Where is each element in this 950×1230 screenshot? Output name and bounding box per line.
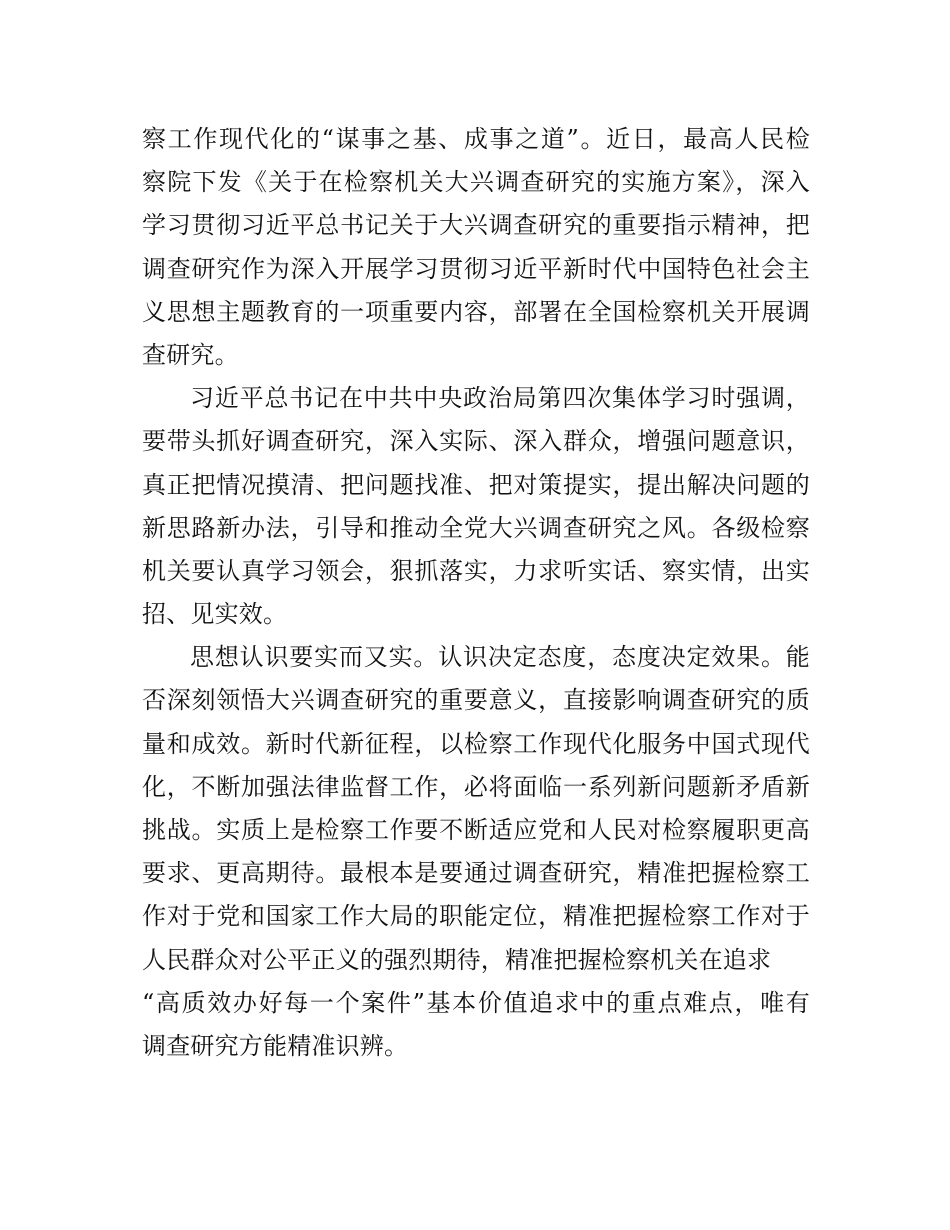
text-line: 查研究。 <box>142 340 239 369</box>
text-line: 人民群众对公平正义的强烈期待，精准把握检察机关在追求 <box>142 945 772 974</box>
document-body <box>142 118 810 1068</box>
text-line: 学习贯彻习近平总书记关于大兴调查研究的重要指示精神，把 <box>142 211 810 240</box>
paragraph-2 <box>142 377 810 636</box>
text-line: 挑战。实质上是检察工作要不断适应党和人民对检察履职更高 <box>142 816 810 844</box>
text-line: 调查研究方能精准识辨。 <box>142 1031 409 1060</box>
text-line: 调查研究作为深入开展学习贯彻习近平新时代中国特色社会主 <box>142 254 810 283</box>
text-line: 化，不断加强法律监督工作，必将面临一系列新问题新矛盾新 <box>142 772 810 801</box>
text-line: 新思路新办法，引导和推动全党大兴调查研究之风。各级检察 <box>142 513 810 542</box>
text-line: “高质效办好每一个案件”基本价值追求中的重点难点，唯有 <box>142 988 810 1017</box>
text-line: 要带头抓好调查研究，深入实际、深入群众，增强问题意识， <box>142 427 810 456</box>
text-line: 察院下发《关于在检察机关大兴调查研究的实施方案》，深入 <box>142 168 810 197</box>
text-line: 要求、更高期待。最根本是要通过调查研究，精准把握检察工 <box>142 859 810 888</box>
text-line: 真正把情况摸清、把问题找准、把对策提实，提出解决问题的 <box>142 470 810 499</box>
text-line: 机关要认真学习领会，狠抓落实，力求听实话、察实情，出实 <box>142 556 810 585</box>
text-line: 习近平总书记在中共中央政治局第四次集体学习时强调， <box>190 384 810 413</box>
paragraph-3 <box>142 636 810 1068</box>
text-line: 量和成效。新时代新征程，以检察工作现代化服务中国式现代 <box>142 729 810 758</box>
text-line: 思想认识要实而又实。认识决定态度，态度决定效果。能 <box>190 643 810 672</box>
paragraph-1 <box>142 118 810 377</box>
text-line: 作对于党和国家工作大局的职能定位，精准把握检察工作对于 <box>142 902 810 931</box>
text-line: 招、见实效。 <box>142 600 288 629</box>
text-line: 义思想主题教育的一项重要内容，部署在全国检察机关开展调 <box>142 297 810 326</box>
text-line: 察工作现代化的“谋事之基、成事之道”。近日，最高人民检 <box>142 125 810 153</box>
text-line: 否深刻领悟大兴调查研究的重要意义，直接影响调查研究的质 <box>142 686 810 715</box>
